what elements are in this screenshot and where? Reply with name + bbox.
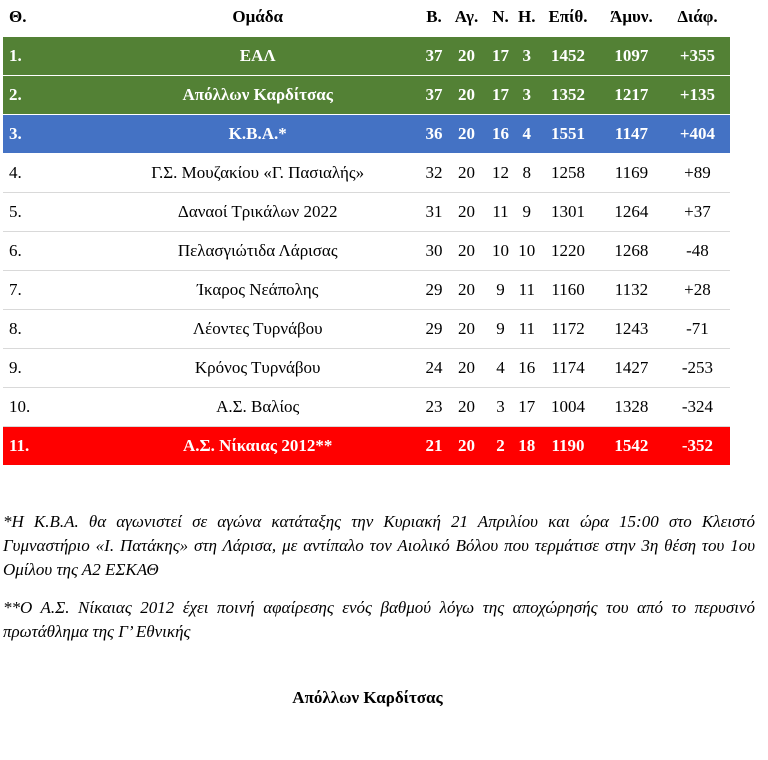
row-losses: 4: [515, 115, 538, 154]
row-points-against: 1132: [598, 271, 665, 310]
header-points: Β.: [421, 0, 448, 35]
row-losses: 10: [515, 232, 538, 271]
row-losses: 8: [515, 154, 538, 193]
row-points-for: 1174: [538, 349, 598, 388]
row-team: Γ.Σ. Μουζακίου «Γ. Πασιαλής»: [95, 154, 421, 193]
row-games: 20: [447, 427, 485, 466]
row-losses: 17: [515, 388, 538, 427]
row-position: 11.: [3, 427, 95, 466]
row-wins: 3: [486, 388, 516, 427]
row-points-against: 1268: [598, 232, 665, 271]
row-wins: 11: [486, 193, 516, 232]
row-games: 20: [447, 115, 485, 154]
row-difference: +135: [665, 76, 730, 115]
row-points-for: 1301: [538, 193, 598, 232]
row-position: 1.: [3, 35, 95, 76]
row-difference: +355: [665, 35, 730, 76]
footnote-nikaias: **Ο Α.Σ. Νίκαιας 2012 έχει ποινή αφαίρεσης ενός βαθμού λόγω της αποχώρησής του από το περυσινό πρωτάθλημα της Γ’ Εθνικής: [3, 598, 755, 641]
row-position: 2.: [3, 76, 95, 115]
row-points-for: 1551: [538, 115, 598, 154]
header-losses: Η.: [515, 0, 538, 35]
row-difference: +404: [665, 115, 730, 154]
row-games: 20: [447, 76, 485, 115]
row-team: Πελασγιώτιδα Λάρισας: [95, 232, 421, 271]
row-team: Ίκαρος Νεάπολης: [95, 271, 421, 310]
row-points-against: 1169: [598, 154, 665, 193]
row-position: 5.: [3, 193, 95, 232]
row-points: 29: [421, 271, 448, 310]
header-points-for: Επίθ.: [538, 0, 598, 35]
standings-table: [3, 0, 730, 466]
table-row: [3, 349, 730, 388]
row-points: 37: [421, 76, 448, 115]
row-difference: -253: [665, 349, 730, 388]
row-difference: -352: [665, 427, 730, 466]
row-position: 10.: [3, 388, 95, 427]
row-losses: 11: [515, 271, 538, 310]
row-team: Δαναοί Τρικάλων 2022: [95, 193, 421, 232]
table-row: [3, 76, 730, 115]
row-position: 9.: [3, 349, 95, 388]
row-points-against: 1217: [598, 76, 665, 115]
row-losses: 11: [515, 310, 538, 349]
row-points: 24: [421, 349, 448, 388]
team-heading: Απόλλων Καρδίτσας: [292, 688, 443, 707]
row-points-against: 1542: [598, 427, 665, 466]
row-team: Α.Σ. Νίκαιας 2012**: [95, 427, 421, 466]
row-team: ΕΑΛ: [95, 35, 421, 76]
header-team: Ομάδα: [95, 0, 421, 35]
table-row: [3, 35, 730, 76]
row-wins: 4: [486, 349, 516, 388]
row-points-for: 1452: [538, 35, 598, 76]
row-points-against: 1264: [598, 193, 665, 232]
row-points: 29: [421, 310, 448, 349]
row-team: Κ.Β.Α.*: [95, 115, 421, 154]
row-points-for: 1160: [538, 271, 598, 310]
row-difference: +89: [665, 154, 730, 193]
row-difference: +37: [665, 193, 730, 232]
row-points-for: 1220: [538, 232, 598, 271]
footnote-kba: *Η Κ.Β.Α. θα αγωνιστεί σε αγώνα κατάταξης την Κυριακή 21 Απριλίου και ώρα 15:00 στο Κλειστό Γυμναστήριο «Ι. Πατάκης» στη Λάρισα, με αντίπαλο τον Αιολικό Βόλου που τερμάτισε στην 3η θέση του 1ου Ομίλου της Α2 ΕΣΚΑΘ: [3, 512, 755, 579]
row-difference: -71: [665, 310, 730, 349]
header-games: Αγ.: [447, 0, 485, 35]
row-wins: 9: [486, 271, 516, 310]
row-position: 4.: [3, 154, 95, 193]
row-wins: 2: [486, 427, 516, 466]
row-points: 31: [421, 193, 448, 232]
row-points: 37: [421, 35, 448, 76]
table-row: [3, 310, 730, 349]
row-points-for: 1352: [538, 76, 598, 115]
row-games: 20: [447, 154, 485, 193]
row-points: 30: [421, 232, 448, 271]
row-points-for: 1190: [538, 427, 598, 466]
row-team: Απόλλων Καρδίτσας: [95, 76, 421, 115]
row-games: 20: [447, 349, 485, 388]
table-row: [3, 115, 730, 154]
row-team: Κρόνος Τυρνάβου: [95, 349, 421, 388]
row-games: 20: [447, 310, 485, 349]
row-points-against: 1427: [598, 349, 665, 388]
row-wins: 16: [486, 115, 516, 154]
row-points: 23: [421, 388, 448, 427]
row-games: 20: [447, 232, 485, 271]
row-points-for: 1004: [538, 388, 598, 427]
row-position: 3.: [3, 115, 95, 154]
row-games: 20: [447, 193, 485, 232]
row-difference: -48: [665, 232, 730, 271]
row-team: Λέοντες Τυρνάβου: [95, 310, 421, 349]
header-position: Θ.: [3, 0, 95, 35]
row-position: 8.: [3, 310, 95, 349]
row-games: 20: [447, 388, 485, 427]
row-wins: 17: [486, 76, 516, 115]
row-points-against: 1097: [598, 35, 665, 76]
table-row: [3, 193, 730, 232]
row-points: 36: [421, 115, 448, 154]
row-points-against: 1147: [598, 115, 665, 154]
row-points-against: 1328: [598, 388, 665, 427]
table-row: [3, 232, 730, 271]
row-wins: 10: [486, 232, 516, 271]
row-team: Α.Σ. Βαλίος: [95, 388, 421, 427]
row-losses: 3: [515, 76, 538, 115]
footnotes: [3, 510, 755, 658]
table-row: [3, 388, 730, 427]
row-points: 21: [421, 427, 448, 466]
row-games: 20: [447, 35, 485, 76]
row-points: 32: [421, 154, 448, 193]
row-wins: 12: [486, 154, 516, 193]
row-position: 6.: [3, 232, 95, 271]
table-row: [3, 154, 730, 193]
row-losses: 16: [515, 349, 538, 388]
row-wins: 17: [486, 35, 516, 76]
row-difference: -324: [665, 388, 730, 427]
row-games: 20: [447, 271, 485, 310]
row-losses: 18: [515, 427, 538, 466]
table-row: [3, 271, 730, 310]
row-points-for: 1172: [538, 310, 598, 349]
header-wins: Ν.: [486, 0, 516, 35]
standings-header-row: [3, 0, 730, 35]
row-position: 7.: [3, 271, 95, 310]
table-row: [3, 427, 730, 466]
row-points-against: 1243: [598, 310, 665, 349]
row-difference: +28: [665, 271, 730, 310]
header-points-against: Άμυν.: [598, 0, 665, 35]
row-wins: 9: [486, 310, 516, 349]
row-losses: 3: [515, 35, 538, 76]
row-losses: 9: [515, 193, 538, 232]
header-difference: Διάφ.: [665, 0, 730, 35]
row-points-for: 1258: [538, 154, 598, 193]
